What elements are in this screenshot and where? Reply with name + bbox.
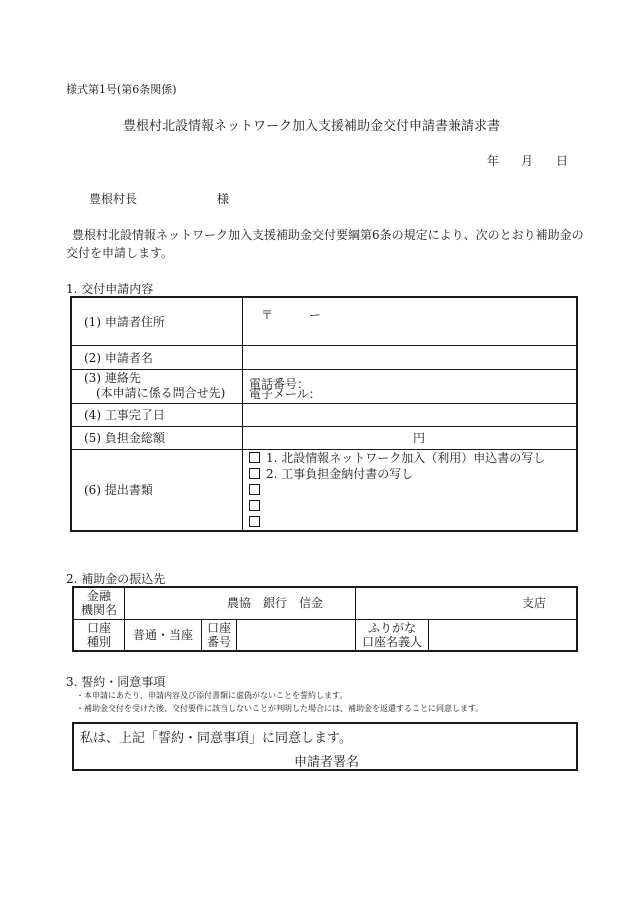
document-item — [249, 466, 576, 482]
agreement-box — [72, 722, 578, 771]
name-field[interactable] — [243, 345, 578, 369]
account-row — [73, 619, 577, 651]
section3-heading: 3. 誓約・同意事項 — [66, 675, 166, 689]
holder-label — [356, 619, 429, 651]
agreement-text: 私は、上記「誓約・同意事項」に同意します。 — [80, 731, 352, 746]
completion-label: (4) 工事完了日 — [71, 403, 243, 426]
amount-label: (5) 負担金総額 — [71, 426, 243, 449]
addressee-name: 豊根村長 — [89, 192, 138, 206]
amount-field[interactable] — [243, 426, 578, 449]
branch-field[interactable] — [356, 587, 578, 619]
document-item — [249, 514, 576, 530]
intro-line-2: 交付を申請します。 — [66, 246, 174, 260]
document-item — [249, 498, 576, 514]
branch-label: 支店 — [521, 596, 546, 611]
documents-label: (6) 提出書類 — [71, 449, 243, 531]
holder-label-line1: ふりがな — [367, 620, 416, 635]
account-types: 普通・当座 — [132, 627, 193, 642]
address-label: (1) 申請者住所 — [71, 297, 243, 345]
bank-table — [72, 586, 578, 652]
document-item — [249, 482, 576, 498]
bank-label — [73, 587, 125, 619]
account-type-label-line1: 口座 — [86, 620, 111, 635]
row-name — [71, 345, 577, 369]
account-type-options[interactable] — [125, 619, 202, 651]
amount-unit: 円 — [413, 431, 426, 445]
completion-field[interactable] — [243, 403, 578, 426]
section2-heading: 2. 補助金の振込先 — [66, 572, 166, 586]
account-type-label — [73, 619, 125, 651]
row-contact — [71, 369, 577, 403]
contact-label-line2: (本申請に係る問合せ先) — [96, 386, 226, 400]
document-item — [249, 450, 576, 466]
bank-label-line1: 金融 — [86, 589, 111, 604]
documents-list — [243, 449, 578, 531]
document-item-label: 1. 北設情報ネットワーク加入（利用）申込書の写し — [266, 450, 546, 465]
account-type-label-line2: 種別 — [86, 634, 111, 649]
bank-name-field[interactable] — [125, 587, 356, 619]
row-amount — [71, 426, 577, 449]
page-title: 豊根村北設情報ネットワーク加入支援補助金交付申請書兼請求書 — [123, 119, 501, 134]
postal-mark: 〒 — [261, 308, 274, 322]
signature-label: 申請者署名 — [294, 755, 360, 770]
account-no-label-line1: 口座 — [206, 620, 231, 635]
row-documents — [71, 449, 577, 531]
date-year: 年 — [487, 154, 500, 168]
document-item-label: 2. 工事負担金納付書の写し — [266, 466, 414, 481]
name-label: (2) 申請者名 — [71, 345, 243, 369]
bank-types: 農協 銀行 信金 — [226, 596, 323, 611]
holder-label-line2: 口座名義人 — [361, 634, 422, 649]
holder-field[interactable] — [429, 619, 578, 651]
bank-label-line2: 機関名 — [80, 603, 117, 618]
contact-field[interactable] — [243, 369, 578, 403]
address-field[interactable] — [243, 297, 578, 345]
document-checkbox[interactable] — [249, 500, 260, 511]
section1-heading: 1. 交付申請内容 — [66, 282, 154, 296]
addressee-honorific: 様 — [217, 192, 230, 206]
postal-dash: ー — [309, 308, 322, 322]
date-month: 月 — [521, 154, 534, 168]
row-address — [71, 297, 577, 345]
account-no-field[interactable] — [237, 619, 356, 651]
pledge-note-1: ・本申請にあたり、申請内容及び添付書類に虚偽がないことを誓約します。 — [76, 691, 348, 700]
document-checkbox[interactable] — [249, 516, 260, 527]
email-label: 電子メール： — [249, 387, 321, 401]
document-checkbox[interactable] — [249, 452, 260, 463]
application-table — [70, 296, 578, 532]
pledge-note-2: ・補助金交付を受けた後、交付要件に該当しないことが判明した場合には、補助金を返還することに同意します。 — [76, 704, 484, 713]
date-day: 日 — [556, 154, 569, 168]
document-checkbox[interactable] — [249, 468, 260, 479]
account-no-label — [202, 619, 237, 651]
account-no-label-line2: 番号 — [206, 634, 231, 649]
contact-label-line1: (3) 連絡先 — [84, 371, 141, 385]
phone-label: 電話番号： — [249, 377, 310, 391]
form-number: 様式第1号(第6条関係) — [66, 83, 177, 96]
document-checkbox[interactable] — [249, 484, 260, 495]
contact-label — [71, 369, 243, 403]
row-completion — [71, 403, 577, 426]
bank-row — [73, 587, 577, 619]
intro-line-1: 豊根村北設情報ネットワーク加入支援補助金交付要綱第6条の規定により、次のとおり補助金の — [72, 228, 584, 242]
